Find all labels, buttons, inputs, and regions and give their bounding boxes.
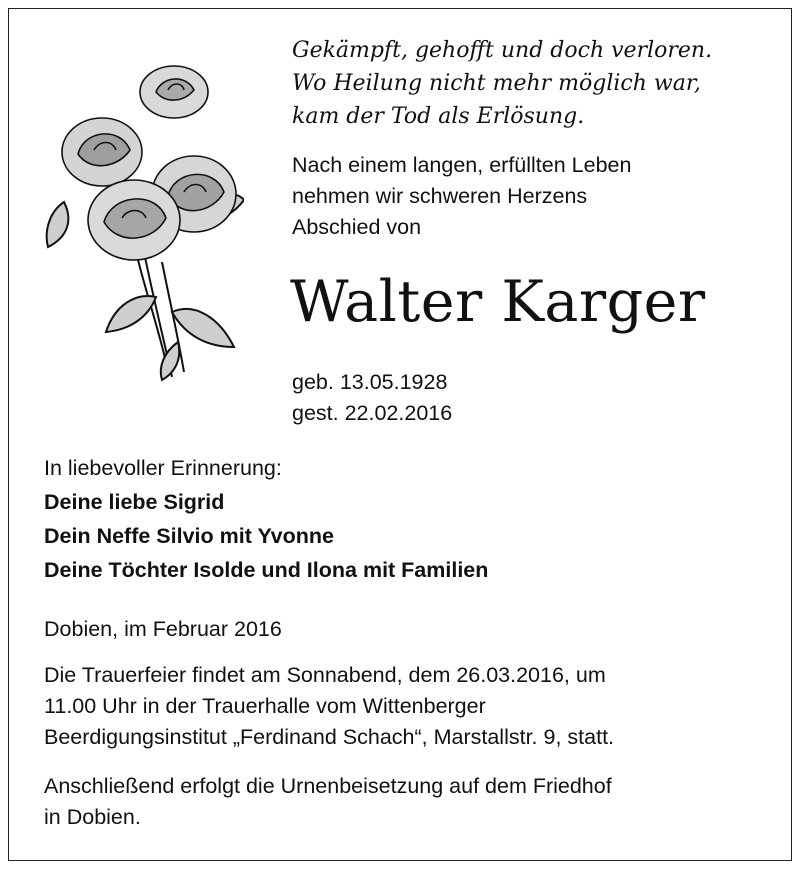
poem-line: kam der Tod als Erlösung. bbox=[292, 104, 585, 129]
burial-line: Anschließend erfolgt die Urnenbeisetzung auf dem Friedhof bbox=[44, 774, 612, 798]
intro-text bbox=[292, 150, 772, 243]
mourner-line: Deine liebe Sigrid bbox=[44, 490, 225, 514]
life-dates bbox=[292, 367, 452, 429]
burial-info bbox=[44, 771, 784, 833]
intro-line: Nach einem langen, erfüllten Leben bbox=[292, 153, 632, 177]
mourner-line: Dein Neffe Silvio mit Yvonne bbox=[44, 524, 334, 548]
intro-line: Abschied von bbox=[292, 215, 422, 239]
roses-illustration-icon bbox=[44, 62, 244, 382]
place-date: Dobien, im Februar 2016 bbox=[44, 617, 282, 641]
deceased-name: Walter Karger bbox=[290, 269, 706, 335]
service-line: 11.00 Uhr in der Trauerhalle vom Wittenberger bbox=[44, 694, 486, 718]
service-line: Die Trauerfeier findet am Sonnabend, dem 26.03.2016, um bbox=[44, 663, 606, 687]
birth-date: geb. 13.05.1928 bbox=[292, 370, 448, 394]
mourners-section bbox=[44, 451, 764, 587]
poem-line: Wo Heilung nicht mehr möglich war, bbox=[292, 71, 701, 96]
poem-quote bbox=[292, 34, 772, 133]
intro-line: nehmen wir schweren Herzens bbox=[292, 184, 588, 208]
poem-line: Gekämpft, gehofft und doch verloren. bbox=[292, 38, 713, 63]
death-date: gest. 22.02.2016 bbox=[292, 401, 453, 425]
service-info bbox=[44, 660, 784, 753]
burial-line: in Dobien. bbox=[44, 805, 141, 829]
service-line: Beerdigungsinstitut „Ferdinand Schach“, Marstallstr. 9, statt. bbox=[44, 725, 615, 749]
mourner-line: Deine Töchter Isolde und Ilona mit Familien bbox=[44, 558, 489, 582]
memory-heading: In liebevoller Erinnerung: bbox=[44, 456, 282, 480]
